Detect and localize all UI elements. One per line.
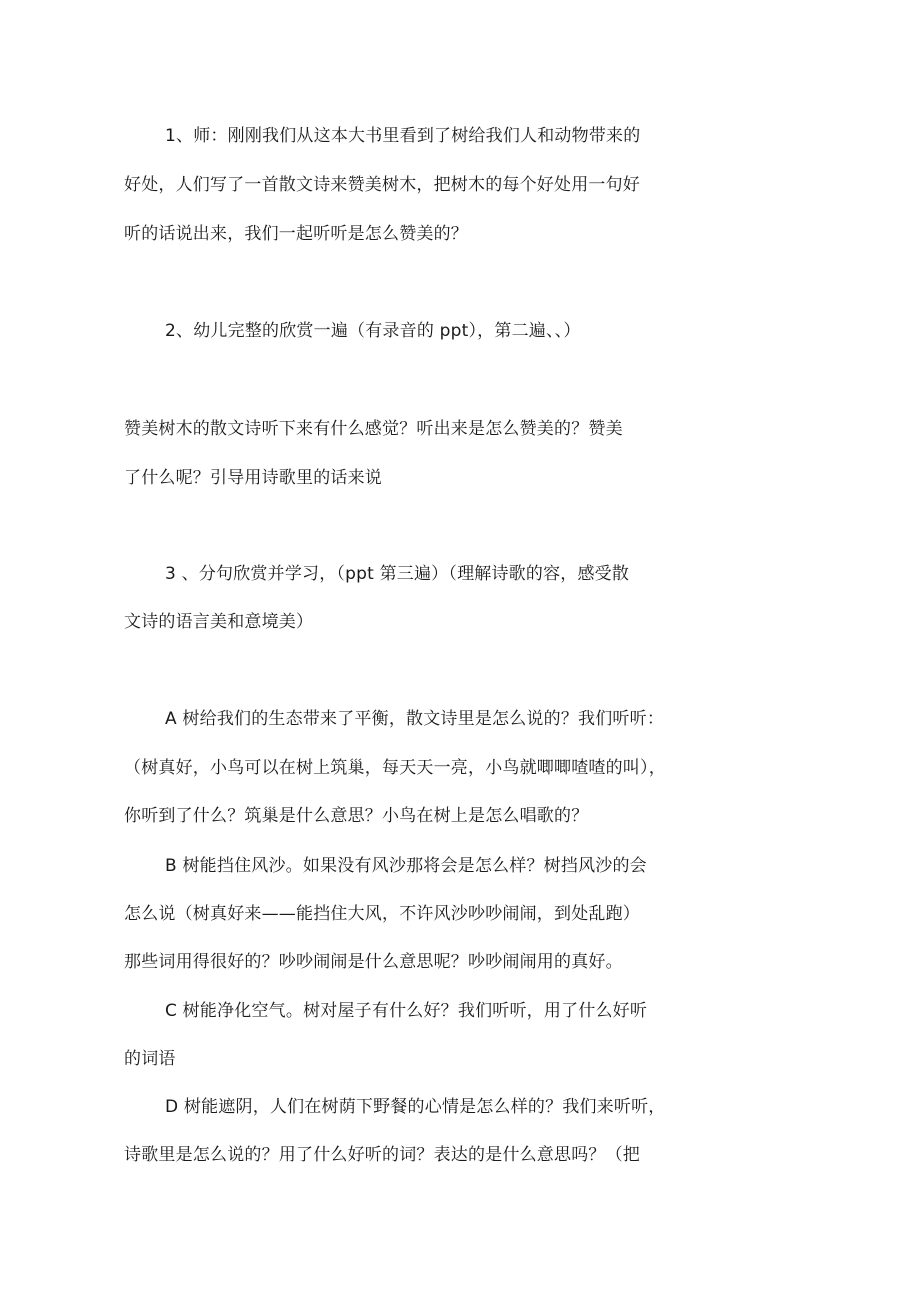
section-2-question-line-2: 了什么呢？引导用诗歌里的话来说 xyxy=(124,468,382,488)
section-3-line-1: 3 、分句欣赏并学习，（ppt 第三遍）（理解诗歌的容，感受散 xyxy=(165,564,630,584)
section-1-line-2: 好处，人们写了一首散文诗来赞美树木，把树木的每个好处用一句好 xyxy=(124,175,640,195)
section-c-line-1: C 树能净化空气。树对屋子有什么好？我们听听，用了什么好听 xyxy=(165,1001,648,1021)
section-a-line-1: A 树给我们的生态带来了平衡，散文诗里是怎么说的？我们听听： xyxy=(165,709,665,729)
section-3-line-2: 文诗的语言美和意境美） xyxy=(124,612,314,632)
section-d-line-2: 诗歌里是怎么说的？用了什么好听的词？表达的是什么意思吗？（把 xyxy=(124,1145,640,1165)
section-b-line-1: B 树能挡住风沙。如果没有风沙那将会是怎么样？树挡风沙的会 xyxy=(165,856,647,876)
section-2-line-1: 2、幼儿完整的欣赏一遍（有录音的 ppt），第二遍、、） xyxy=(165,321,581,341)
section-b-line-3: 那些词用得很好的？吵吵闹闹是什么意思呢？吵吵闹闹用的真好。 xyxy=(124,952,623,972)
section-b-line-2: 怎么说（树真好来——能挡住大风，不许风沙吵吵闹闹，到处乱跑） xyxy=(124,904,640,924)
section-a-line-2: （树真好，小鸟可以在树上筑巢，每天天一亮，小鸟就唧唧喳喳的叫）， xyxy=(124,758,666,778)
section-2-question-line-1: 赞美树木的散文诗听下来有什么感觉？听出来是怎么赞美的？赞美 xyxy=(124,419,623,439)
section-c-line-2: 的词语 xyxy=(124,1049,176,1069)
section-1-line-1: 1、师：刚刚我们从这本大书里看到了树给我们人和动物带来的 xyxy=(165,126,641,146)
section-1-line-3: 听的话说出来，我们一起听听是怎么赞美的？ xyxy=(124,224,468,244)
section-d-line-1: D 树能遮阴，人们在树荫下野餐的心情是怎么样的？我们来听听， xyxy=(165,1097,666,1117)
section-a-line-3: 你听到了什么？筑巢是什么意思？小鸟在树上是怎么唱歌的？ xyxy=(124,806,589,826)
